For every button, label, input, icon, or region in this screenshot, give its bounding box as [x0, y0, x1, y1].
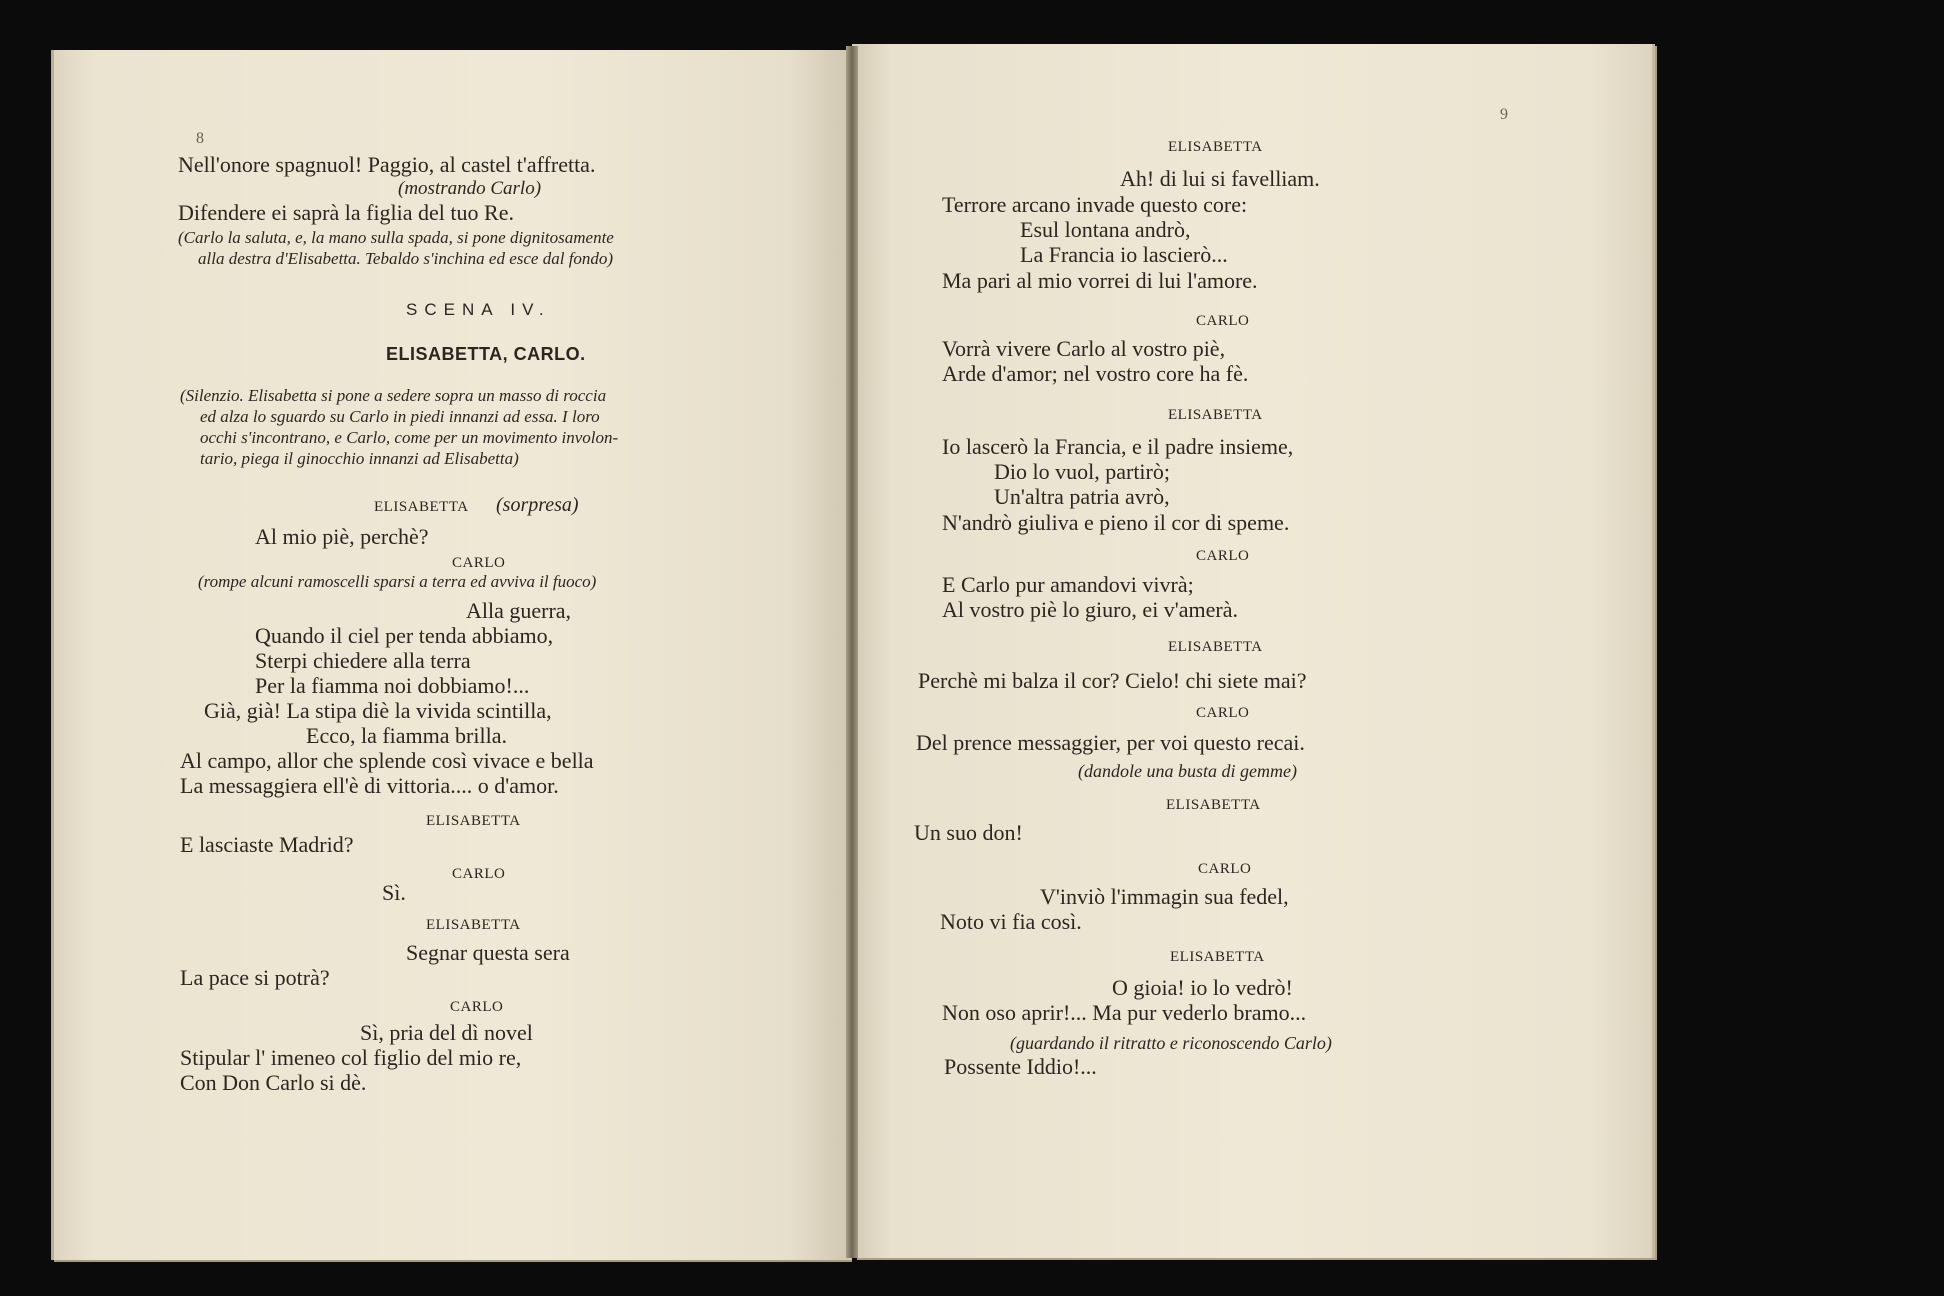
verse-line: Alla guerra, [466, 598, 572, 623]
verse-line: V'inviò l'immagin sua fedel, [1040, 884, 1289, 909]
speaker-name: CARLO [1196, 548, 1250, 564]
verse-line: E Carlo pur amandovi vivrà; [942, 572, 1194, 597]
page-number-left: 8 [196, 130, 204, 147]
verse-line: Dio lo vuol, partirò; [994, 459, 1170, 484]
speaker-name: CARLO [1196, 313, 1250, 329]
page-number-right: 9 [1500, 106, 1508, 123]
speaker-name: CARLO [1198, 861, 1252, 877]
speaker-name: CARLO [452, 866, 506, 882]
verse-line: Perchè mi balza il cor? Cielo! chi siete mai? [918, 668, 1307, 693]
verse-line: Segnar questa sera [406, 940, 570, 965]
stage-direction: ed alza lo sguardo su Carlo in piedi innanzi ad essa. I loro [200, 407, 600, 426]
verse-line: O gioia! io lo vedrò! [1112, 975, 1293, 1000]
verse-line: Al campo, allor che splende così vivace e bella [180, 748, 594, 773]
scene-characters: ELISABETTA, CARLO. [386, 344, 586, 364]
verse-line: Ecco, la fiamma brilla. [306, 723, 507, 748]
book-gutter [846, 46, 858, 1258]
verse-line: Sì. [382, 880, 406, 905]
stage-direction: (dandole una busta di gemme) [1078, 761, 1297, 781]
verse-line: E lasciaste Madrid? [180, 832, 354, 857]
stage-direction: (Silenzio. Elisabetta si pone a sedere sopra un masso di roccia [180, 386, 607, 405]
verse-line: Già, già! La stipa diè la vivida scintilla, [204, 698, 552, 723]
verse-line: Vorrà vivere Carlo al vostro piè, [942, 336, 1226, 361]
verse-line: Sterpi chiedere alla terra [255, 648, 471, 673]
verse-line: Difendere ei saprà la figlia del tuo Re. [178, 200, 514, 225]
verse-line: N'andrò giuliva e pieno il cor di speme. [942, 510, 1290, 535]
scene-heading: SCENA IV. [406, 300, 551, 319]
verse-line: La Francia io lascierò... [1020, 242, 1228, 267]
speaker-name: CARLO [450, 999, 504, 1015]
verse-line: Ma pari al mio vorrei di lui l'amore. [942, 268, 1258, 293]
speaker-name: CARLO [1196, 705, 1250, 721]
verse-line: Al mio piè, perchè? [255, 524, 429, 549]
stage-direction: occhi s'incontrano, e Carlo, come per un movimento involon- [200, 428, 619, 447]
speaker-name: ELISABETTA [1168, 407, 1263, 423]
verse-line: Nell'onore spagnuol! Paggio, al castel t'affretta. [178, 152, 596, 177]
stage-direction: (mostrando Carlo) [398, 178, 542, 199]
verse-line: Arde d'amor; nel vostro core ha fè. [942, 361, 1249, 386]
speaker-name: ELISABETTA [426, 813, 521, 829]
verse-line: La pace si potrà? [180, 965, 330, 990]
verse-line: Io lascerò la Francia, e il padre insieme, [942, 434, 1294, 459]
verse-line: Stipular l' imeneo col figlio del mio re, [180, 1045, 522, 1070]
verse-line: Ah! di lui si favelliam. [1120, 166, 1320, 191]
verse-line: Un suo don! [914, 820, 1023, 845]
verse-line: Sì, pria del dì novel [360, 1020, 533, 1045]
stage-direction: (guardando il ritratto e riconoscendo Carlo) [1010, 1033, 1332, 1053]
stage-direction: (rompe alcuni ramoscelli sparsi a terra ed avviva il fuoco) [198, 572, 597, 591]
verse-line: Del prence messaggier, per voi questo recai. [916, 730, 1305, 755]
verse-line: La messaggiera ell'è di vittoria.... o d'amor. [180, 773, 559, 798]
verse-line: Un'altra patria avrò, [994, 484, 1170, 509]
stage-direction: (sorpresa) [496, 494, 579, 516]
verse-line: Non oso aprir!... Ma pur vederlo bramo... [942, 1000, 1307, 1025]
verse-line: Noto vi fia così. [940, 909, 1082, 934]
verse-line: Esul lontana andrò, [1020, 217, 1191, 242]
speaker-name: CARLO [452, 555, 506, 571]
verse-line: Terrore arcano invade questo core: [942, 192, 1248, 217]
verse-line: Quando il ciel per tenda abbiamo, [255, 623, 554, 648]
speaker-name: ELISABETTA [426, 917, 521, 933]
verse-line: Al vostro piè lo giuro, ei v'amerà. [942, 597, 1239, 622]
verse-line: Per la fiamma noi dobbiamo!... [255, 673, 530, 698]
speaker-name: ELISABETTA [374, 499, 469, 515]
verse-line: Possente Iddio!... [944, 1054, 1097, 1079]
stage-direction: (Carlo la saluta, e, la mano sulla spada, si pone dignitosamente [178, 228, 614, 247]
speaker-name: ELISABETTA [1168, 139, 1263, 155]
speaker-name: ELISABETTA [1166, 797, 1261, 813]
speaker-name: ELISABETTA [1168, 639, 1263, 655]
verse-line: Con Don Carlo si dè. [180, 1070, 367, 1095]
stage-direction: tario, piega il ginocchio innanzi ad Elisabetta) [200, 449, 519, 468]
speaker-name: ELISABETTA [1170, 949, 1265, 965]
stage-direction: alla destra d'Elisabetta. Tebaldo s'inchina ed esce dal fondo) [198, 249, 614, 268]
